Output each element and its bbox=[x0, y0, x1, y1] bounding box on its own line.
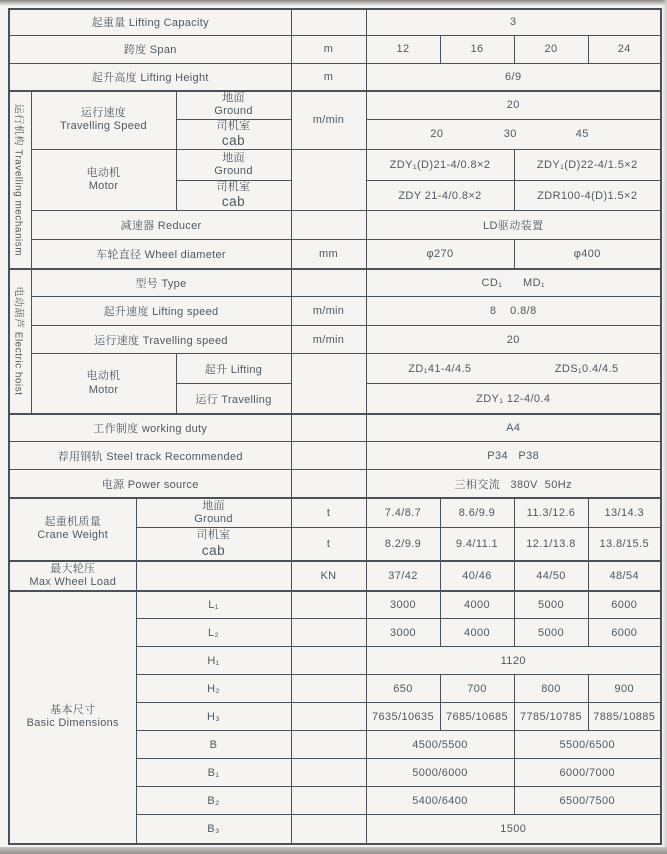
dim-l1-value-cell bbox=[366, 591, 440, 619]
crane-weight-ground-value-cell bbox=[366, 498, 440, 528]
travelling-speed-cab-cell bbox=[176, 119, 291, 149]
scan-edge-right bbox=[662, 0, 667, 854]
crane-weight-ground-value-3: 11.3/12.6 bbox=[526, 507, 576, 519]
crane-weight-ground-value-1: 7.4/8.7 bbox=[384, 507, 422, 519]
span-value-cell bbox=[514, 35, 588, 63]
hoist-travelling-speed-label: 运行速度 Travelling speed bbox=[94, 334, 228, 347]
span-value-cell bbox=[366, 35, 440, 63]
max-wheel-load-label-en: Max Wheel Load bbox=[29, 575, 117, 588]
dim-h2-label: H₂ bbox=[207, 682, 220, 695]
hoist-motor-lifting-value-2: ZDS₁0.4/4.5 bbox=[554, 362, 619, 375]
tm-motor-cab-value-1: ZDY 21-4/0.8×2 bbox=[398, 189, 482, 202]
hoist-motor-travelling-cell bbox=[176, 384, 291, 414]
dim-h2-label-cell bbox=[136, 675, 291, 703]
travelling-speed-cab-values-cell bbox=[366, 119, 661, 149]
spec-table bbox=[8, 8, 662, 845]
cab-label-en: cab bbox=[201, 542, 226, 558]
travelling-speed-ground-cell bbox=[176, 91, 291, 119]
steel-track-value: P34 P38 bbox=[487, 449, 540, 462]
dim-b3-label: B₃ bbox=[207, 823, 220, 835]
crane-weight-cab-value-4: 13.8/15.5 bbox=[599, 538, 649, 550]
max-wheel-load-label-cell bbox=[9, 561, 136, 591]
section-travelling-mechanism bbox=[9, 91, 31, 269]
electric-hoist-section-label: 电动葫芦 Electric hoist bbox=[12, 286, 24, 396]
power-source-unit-cell bbox=[291, 470, 366, 498]
dim-b-value-cell bbox=[366, 731, 514, 759]
max-wheel-load-value-1: 37/42 bbox=[388, 569, 418, 582]
working-duty-value-cell bbox=[366, 414, 661, 442]
crane-weight-ground-value-cell bbox=[588, 498, 661, 528]
dim-b2-label: B₂ bbox=[207, 794, 220, 807]
ground-label-cn: 地面 bbox=[222, 151, 245, 164]
hoist-motor-lifting-value-1: ZD₁41-4/4.5 bbox=[408, 362, 472, 375]
power-source-value: 三相交流 380V 50Hz bbox=[454, 478, 572, 491]
dim-l2-value-2: 4000 bbox=[463, 626, 491, 639]
steel-track-unit-cell bbox=[291, 442, 366, 470]
dim-l1-value-2: 4000 bbox=[463, 599, 491, 611]
tm-motor-cab-value-cell bbox=[366, 180, 514, 210]
span-value-24: 24 bbox=[617, 43, 631, 55]
basic-dimensions-label-en: Basic Dimensions bbox=[26, 717, 119, 730]
crane-weight-unit: t bbox=[326, 538, 331, 550]
hoist-lifting-speed-value: 8 0.8/8 bbox=[489, 305, 537, 318]
crane-weight-cab-value-1: 8.2/9.9 bbox=[384, 538, 422, 550]
hoist-travelling-speed-value: 20 bbox=[506, 333, 520, 346]
dim-b3-unit-cell bbox=[291, 815, 366, 844]
max-wheel-load-value-cell bbox=[366, 561, 440, 591]
dim-l1-unit-cell bbox=[291, 591, 366, 619]
steel-track-value-cell bbox=[366, 442, 661, 470]
working-duty-unit-cell bbox=[291, 414, 366, 442]
span-value-cell bbox=[588, 35, 661, 63]
power-source-label-cell bbox=[9, 470, 291, 498]
dim-b-unit-cell bbox=[291, 731, 366, 759]
max-wheel-load-unit: KN bbox=[320, 569, 337, 582]
dim-l2-value-cell bbox=[588, 619, 661, 647]
hoist-motor-unit-cell bbox=[291, 354, 366, 414]
span-value-12: 12 bbox=[396, 43, 410, 55]
crane-weight-cab-value-cell bbox=[366, 528, 440, 561]
lifting-capacity-unit-cell bbox=[291, 9, 366, 35]
dim-h2-value-cell bbox=[366, 675, 440, 703]
dim-h3-value-cell bbox=[588, 703, 661, 731]
crane-weight-cab-value-cell bbox=[440, 528, 514, 561]
dim-l2-value-cell bbox=[514, 619, 588, 647]
max-wheel-load-value-cell bbox=[588, 561, 661, 591]
reducer-label-cell bbox=[31, 211, 291, 240]
cab-label-cn: 司机室 bbox=[196, 529, 231, 542]
dim-b1-unit-cell bbox=[291, 759, 366, 787]
dim-b-value-cell bbox=[514, 731, 661, 759]
dim-h1-value-cell bbox=[366, 647, 661, 675]
travelling-speed-unit-cell bbox=[291, 91, 366, 149]
span-unit-cell bbox=[291, 35, 366, 63]
max-wheel-load-value-2: 40/46 bbox=[462, 569, 492, 582]
dim-h2-value-1: 650 bbox=[393, 682, 413, 695]
dim-b1-value-2: 6000/7000 bbox=[559, 766, 616, 779]
hoist-lifting-speed-value-cell bbox=[366, 297, 661, 326]
dim-b2-unit-cell bbox=[291, 787, 366, 815]
cab-label-cn: 司机室 bbox=[216, 180, 251, 193]
dim-l2-value-3: 5000 bbox=[537, 626, 565, 639]
dim-l1-value-1: 3000 bbox=[389, 599, 417, 611]
dim-b1-value-1: 5000/6000 bbox=[412, 766, 468, 779]
tm-motor-ground-value-1: ZDY₁(D)21-4/0.8×2 bbox=[389, 158, 491, 171]
max-wheel-load-value-cell bbox=[514, 561, 588, 591]
tm-motor-cab-cell bbox=[176, 180, 291, 210]
power-source-label: 电源 Power source bbox=[101, 478, 199, 491]
hoist-type-value-cell bbox=[366, 269, 661, 297]
dim-l1-value-cell bbox=[588, 591, 661, 619]
dim-h3-value-3: 7785/10785 bbox=[519, 710, 583, 723]
max-wheel-load-value-cell bbox=[440, 561, 514, 591]
lifting-height-value: 6/9 bbox=[505, 70, 522, 83]
dim-l2-value-4: 6000 bbox=[611, 626, 638, 639]
hoist-lifting-speed-label: 起升速度 Lifting speed bbox=[103, 306, 219, 319]
dim-l2-value-cell bbox=[440, 619, 514, 647]
span-value-cell bbox=[440, 35, 514, 63]
hoist-travelling-speed-value-cell bbox=[366, 326, 661, 354]
hoist-lifting-speed-unit: m/min bbox=[312, 305, 345, 318]
max-wheel-load-sub-cell bbox=[136, 561, 291, 591]
dim-h2-value-2: 700 bbox=[467, 682, 487, 695]
crane-weight-cab-value-2: 9.4/11.1 bbox=[455, 538, 499, 550]
cab-label-en: cab bbox=[221, 194, 246, 210]
hoist-type-label: 型号 Type bbox=[135, 278, 187, 290]
working-duty-label: 工作制度 working duty bbox=[93, 423, 208, 435]
crane-weight-unit-cell bbox=[291, 528, 366, 561]
hoist-motor-travelling-value-cell bbox=[366, 384, 661, 414]
hoist-motor-label-cn: 电动机 bbox=[86, 370, 121, 383]
dim-h3-value-cell bbox=[514, 703, 588, 731]
hoist-type-label-cell bbox=[31, 269, 291, 297]
dim-b2-value-cell bbox=[366, 787, 514, 815]
wheel-diameter-value-2: φ400 bbox=[573, 248, 601, 260]
tm-motor-cab-value-cell bbox=[514, 180, 661, 210]
cab-label-en: cab bbox=[221, 132, 246, 148]
ground-label-cn: 地面 bbox=[222, 92, 245, 105]
crane-weight-ground-cell bbox=[136, 498, 291, 528]
lifting-height-value-cell bbox=[366, 63, 661, 91]
dim-b-label: B bbox=[209, 738, 218, 751]
wheel-diameter-unit-cell bbox=[291, 240, 366, 269]
tm-motor-ground-cell bbox=[176, 149, 291, 180]
dim-b3-value: 1500 bbox=[500, 823, 527, 835]
dim-h2-value-cell bbox=[440, 675, 514, 703]
crane-weight-cab-value-cell bbox=[514, 528, 588, 561]
dim-l2-label-cell bbox=[136, 619, 291, 647]
dim-b-label-cell bbox=[136, 731, 291, 759]
basic-dimensions-label-cell bbox=[9, 591, 136, 844]
lifting-height-label-cell bbox=[9, 63, 291, 91]
max-wheel-load-value-3: 44/50 bbox=[536, 569, 566, 582]
dim-h1-unit-cell bbox=[291, 647, 366, 675]
reducer-value-cell bbox=[366, 211, 661, 240]
span-unit: m bbox=[323, 43, 334, 55]
ground-label-en: Ground bbox=[214, 164, 253, 177]
steel-track-label-cell bbox=[9, 442, 291, 470]
travelling-mechanism-section-label: 运行机构 Travelling mechanism bbox=[12, 103, 24, 256]
hoist-motor-travelling-value: ZDY₁ 12-4/0.4 bbox=[476, 392, 551, 405]
max-wheel-load-label-cn: 最大轮压 bbox=[50, 562, 96, 575]
cab-speed-value-3: 45 bbox=[575, 128, 589, 141]
dim-l1-value-3: 5000 bbox=[537, 599, 565, 611]
reducer-unit-cell bbox=[291, 211, 366, 240]
dim-b-value-1: 4500/5500 bbox=[412, 738, 468, 751]
ground-label-en: Ground bbox=[194, 513, 233, 525]
crane-weight-ground-value-cell bbox=[514, 498, 588, 528]
dim-l2-label: L₂ bbox=[208, 626, 219, 639]
span-label-cell bbox=[9, 35, 291, 63]
cab-label-cn: 司机室 bbox=[216, 119, 251, 132]
working-duty-value: A4 bbox=[506, 422, 521, 434]
cab-speed-value-1: 20 bbox=[430, 128, 444, 141]
max-wheel-load-value-4: 48/54 bbox=[609, 569, 640, 582]
dim-l1-label-cell bbox=[136, 591, 291, 619]
dim-b1-value-cell bbox=[514, 759, 661, 787]
max-wheel-load-unit-cell bbox=[291, 561, 366, 591]
crane-weight-unit: t bbox=[326, 507, 331, 519]
hoist-motor-travelling-label: 运行 Travelling bbox=[195, 393, 272, 406]
dim-b2-value-cell bbox=[514, 787, 661, 815]
tm-motor-ground-value-cell bbox=[366, 149, 514, 180]
dim-l1-value-cell bbox=[440, 591, 514, 619]
crane-weight-label-cell bbox=[9, 498, 136, 561]
wheel-diameter-label: 车轮直径 Wheel diameter bbox=[96, 249, 226, 261]
hoist-motor-label-en: Motor bbox=[88, 383, 119, 396]
lifting-capacity-value: 3 bbox=[509, 16, 517, 29]
hoist-type-value: CD₁ MD₁ bbox=[481, 277, 546, 289]
hoist-motor-lifting-values-cell bbox=[366, 354, 661, 384]
tm-motor-label-en: Motor bbox=[88, 180, 119, 193]
dim-h3-label-cell bbox=[136, 703, 291, 731]
ground-label-cn: 地面 bbox=[202, 499, 225, 512]
lifting-capacity-label: 起重量 Lifting Capacity bbox=[91, 17, 209, 30]
ground-label-en: Ground bbox=[214, 105, 253, 118]
dim-l1-label: L₁ bbox=[208, 599, 219, 611]
wheel-diameter-unit: mm bbox=[319, 248, 338, 260]
crane-weight-ground-value-cell bbox=[440, 498, 514, 528]
hoist-motor-lifting-cell bbox=[176, 354, 291, 384]
hoist-lifting-speed-label-cell bbox=[31, 297, 291, 326]
scan-edge-bottom bbox=[0, 847, 667, 854]
travelling-speed-label-en: Travelling Speed bbox=[60, 120, 147, 133]
travelling-speed-label-cn: 运行速度 bbox=[80, 107, 127, 120]
cab-speed-value-2: 30 bbox=[503, 128, 517, 141]
hoist-travelling-speed-unit-cell bbox=[291, 326, 366, 354]
dim-b2-label-cell bbox=[136, 787, 291, 815]
tm-motor-label-cell bbox=[31, 149, 176, 210]
dim-b2-value-2: 6500/7500 bbox=[559, 794, 616, 807]
wheel-diameter-value-cell bbox=[366, 240, 514, 269]
travelling-speed-unit: m/min bbox=[312, 114, 345, 127]
hoist-travelling-speed-label-cell bbox=[31, 326, 291, 354]
wheel-diameter-value-cell bbox=[514, 240, 661, 269]
crane-weight-label-en: Crane Weight bbox=[37, 529, 109, 542]
dim-h1-value: 1120 bbox=[500, 654, 526, 667]
travelling-speed-ground-value-cell bbox=[366, 91, 661, 119]
crane-weight-unit-cell bbox=[291, 498, 366, 528]
wheel-diameter-label-cell bbox=[31, 240, 291, 269]
tm-motor-label-cn: 电动机 bbox=[86, 166, 121, 179]
crane-weight-label-cn: 起重机质量 bbox=[44, 516, 101, 529]
dim-h3-value-1: 7635/10635 bbox=[371, 710, 435, 723]
dim-b1-value-cell bbox=[366, 759, 514, 787]
section-electric-hoist bbox=[9, 269, 31, 414]
crane-weight-cab-value-3: 12.1/13.8 bbox=[526, 538, 576, 550]
hoist-travelling-speed-unit: m/min bbox=[312, 333, 345, 346]
dim-b-value-2: 5500/6500 bbox=[559, 738, 616, 751]
scan-edge-top bbox=[0, 0, 667, 6]
dim-l2-value-cell bbox=[366, 619, 440, 647]
hoist-motor-lifting-label: 起升 Lifting bbox=[204, 363, 263, 376]
hoist-motor-label-cell bbox=[31, 354, 176, 414]
basic-dimensions-label-cn: 基本尺寸 bbox=[50, 704, 96, 717]
hoist-lifting-speed-unit-cell bbox=[291, 297, 366, 326]
dim-h3-unit-cell bbox=[291, 703, 366, 731]
tm-motor-ground-value-cell bbox=[514, 149, 661, 180]
dim-h2-value-cell bbox=[588, 675, 661, 703]
span-value-16: 16 bbox=[470, 43, 484, 55]
dim-h3-value-cell bbox=[440, 703, 514, 731]
travelling-speed-label-cell bbox=[31, 91, 176, 149]
lifting-capacity-value-cell bbox=[366, 9, 661, 35]
dim-b3-label-cell bbox=[136, 815, 291, 844]
crane-weight-ground-value-4: 13/14.3 bbox=[604, 507, 644, 519]
dim-l1-value-4: 6000 bbox=[611, 599, 638, 611]
dim-b1-label: B₁ bbox=[207, 766, 220, 779]
dim-b3-value-cell bbox=[366, 815, 661, 844]
hoist-type-unit-cell bbox=[291, 269, 366, 297]
crane-weight-ground-value-2: 8.6/9.9 bbox=[458, 507, 496, 519]
tm-motor-cab-value-2: ZDR100-4(D)1.5×2 bbox=[537, 189, 638, 202]
lifting-height-label: 起升高度 Lifting Height bbox=[91, 71, 209, 84]
dim-h3-value-cell bbox=[366, 703, 440, 731]
dim-h1-label: H₁ bbox=[207, 654, 220, 667]
tm-motor-unit-cell bbox=[291, 149, 366, 210]
dim-h3-value-2: 7685/10685 bbox=[445, 710, 509, 723]
dim-l2-unit-cell bbox=[291, 619, 366, 647]
dim-h2-value-3: 800 bbox=[541, 682, 561, 695]
span-label: 跨度 Span bbox=[123, 44, 177, 56]
working-duty-label-cell bbox=[9, 414, 291, 442]
reducer-label: 减速器 Reducer bbox=[120, 220, 202, 233]
tm-motor-ground-value-2: ZDY₁(D)22-4/1.5×2 bbox=[536, 158, 638, 171]
lifting-capacity-label-cell bbox=[9, 9, 291, 35]
dim-h1-label-cell bbox=[136, 647, 291, 675]
travelling-speed-ground-value: 20 bbox=[506, 99, 520, 112]
dim-b1-label-cell bbox=[136, 759, 291, 787]
dim-h3-value-4: 7885/10885 bbox=[593, 710, 656, 723]
power-source-value-cell bbox=[366, 470, 661, 498]
steel-track-label: 荐用钢轨 Steel track Recommended bbox=[57, 450, 243, 463]
span-value-20: 20 bbox=[544, 43, 558, 55]
dim-h2-value-4: 900 bbox=[614, 682, 635, 695]
crane-weight-cab-value-cell bbox=[588, 528, 661, 561]
wheel-diameter-value-1: φ270 bbox=[426, 248, 454, 260]
dim-l1-value-cell bbox=[514, 591, 588, 619]
lifting-height-unit-cell bbox=[291, 63, 366, 91]
lifting-height-unit: m bbox=[323, 70, 334, 83]
reducer-value: LD驱动装置 bbox=[483, 220, 544, 233]
dim-l2-value-1: 3000 bbox=[389, 626, 417, 639]
crane-weight-cab-cell bbox=[136, 528, 291, 561]
dim-h2-value-cell bbox=[514, 675, 588, 703]
dim-h3-label: H₃ bbox=[206, 710, 221, 723]
dim-h2-unit-cell bbox=[291, 675, 366, 703]
dim-b2-value-1: 5400/6400 bbox=[412, 794, 468, 807]
